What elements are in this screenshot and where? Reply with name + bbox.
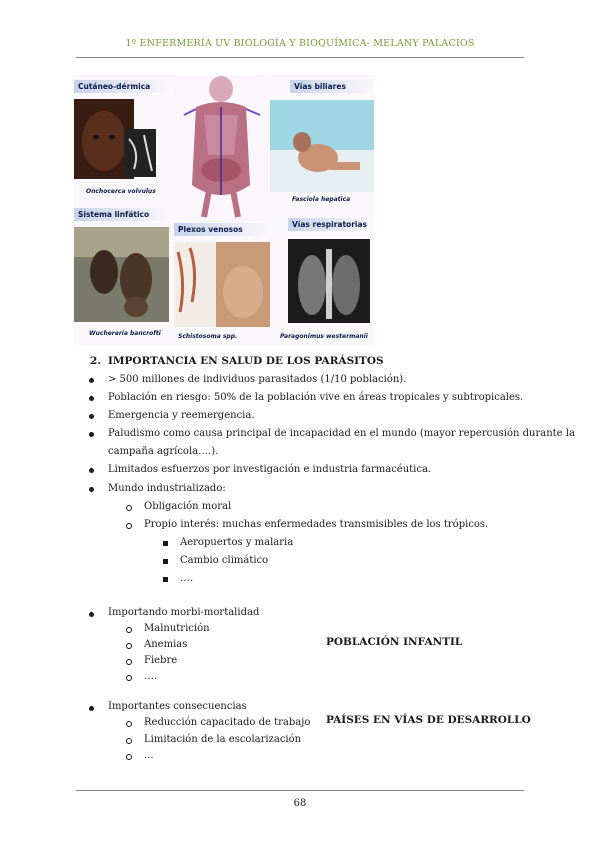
poblacion-infantil-label: POBLACIÓN INFANTIL xyxy=(326,636,463,648)
page-number: 68 xyxy=(293,798,307,809)
panel-cutaneo-dermica xyxy=(74,75,169,205)
bullet-dot xyxy=(89,612,94,617)
chest-xray-photo xyxy=(288,239,370,323)
bullet-dot xyxy=(89,468,94,473)
panel-title: Vías biliares xyxy=(290,80,373,93)
section-number: 2. xyxy=(90,355,101,367)
bullet-dot xyxy=(89,706,94,711)
bullet-item: > 500 millones de individuos parasitados (1/10 población). xyxy=(108,374,407,385)
sub-bullet-item: Obligación moral xyxy=(144,501,232,512)
panel-caption: Fasciola hepatica xyxy=(292,196,351,203)
sub-sub-bullet-item: Cambio climático xyxy=(180,555,269,566)
sub-bullet-circle xyxy=(126,659,132,665)
panel-title: Sistema linfático xyxy=(74,208,169,221)
parasite-locations-figure xyxy=(74,75,374,345)
panel-title: Vías respiratorias xyxy=(288,218,374,231)
page-header: 1º ENFERMERÍA UV BIOLOGÍA Y BIOQUÍMICA- MELANY PALACIOS xyxy=(125,38,475,49)
bullet-item-continuation: campaña agrícola….). xyxy=(108,446,219,457)
panel-caption: Paragonimus westermanii xyxy=(280,333,368,340)
header-divider xyxy=(76,57,524,58)
sub-bullet-item: Reducción capacitado de trabajo xyxy=(144,717,311,728)
patient-bed-photo xyxy=(270,100,374,192)
panel-vias-respiratorias xyxy=(270,215,374,345)
panel-caption: Schistosoma spp. xyxy=(178,333,238,340)
sub-bullet-circle xyxy=(126,523,132,529)
sub-sub-bullet-item: Aeropuertos y malaria xyxy=(180,537,294,548)
bullet-dot xyxy=(89,378,94,383)
sub-bullet-circle xyxy=(126,738,132,744)
sub-bullet-item: Anemias xyxy=(144,639,188,650)
paises-desarrollo-label: PAÍSES EN VÍAS DE DESARROLLO xyxy=(326,714,531,726)
footer-divider xyxy=(76,790,524,791)
bullet-dot xyxy=(89,432,94,437)
sub-sub-bullet-square xyxy=(163,541,168,546)
bullet-dot xyxy=(89,487,94,492)
bullet-item: Limitados esfuerzos por investigación e industria farmacéutica. xyxy=(108,464,432,475)
sub-bullet-item: Limitación de la escolarización xyxy=(144,734,302,745)
panel-sistema-linfatico xyxy=(74,205,169,345)
section-title: IMPORTANCIA EN SALUD DE LOS PARÁSITOS xyxy=(108,355,384,367)
bullet-item: Paludismo como causa principal de incapacidad en el mundo (mayor repercusión durante la xyxy=(108,428,575,439)
schistosoma-photo xyxy=(174,242,270,327)
sub-sub-bullet-square xyxy=(163,577,168,582)
bullet-item: Importando morbi-mortalidad xyxy=(108,607,260,618)
child-face-photo xyxy=(74,99,169,184)
bullet-dot xyxy=(89,414,94,419)
bullet-item: Población en riesgo: 50% de la población vive en áreas tropicales y subtropicales. xyxy=(108,392,524,403)
bullet-item: Mundo industrializado: xyxy=(108,483,226,494)
sub-bullet-circle xyxy=(126,627,132,633)
panel-title: Plexos venosos xyxy=(174,223,270,236)
panel-title: Cutáneo-dérmica xyxy=(74,80,169,93)
bullet-dot xyxy=(89,396,94,401)
sub-bullet-circle xyxy=(126,721,132,727)
panel-caption: Onchocerca volvulus xyxy=(86,188,156,195)
sub-bullet-circle xyxy=(126,505,132,511)
bullet-item: Emergencia y reemergencia. xyxy=(108,410,255,421)
sub-bullet-item: Malnutrición xyxy=(144,623,210,634)
sub-bullet-item: ... xyxy=(144,750,154,761)
sub-sub-bullet-square xyxy=(163,559,168,564)
body-organs-illustration xyxy=(174,75,269,220)
panel-plexos-venosos xyxy=(170,220,270,345)
section-heading xyxy=(90,355,384,367)
panel-caption: Wuchereria bancrofti xyxy=(89,330,161,337)
sub-bullet-circle xyxy=(126,675,132,681)
panel-vias-biliares xyxy=(270,75,374,210)
sub-bullet-circle xyxy=(126,754,132,760)
sub-bullet-circle xyxy=(126,643,132,649)
sub-bullet-item: …. xyxy=(144,671,158,682)
sub-sub-bullet-item: …. xyxy=(180,573,194,584)
lymphatic-patients-photo xyxy=(74,227,169,322)
sub-bullet-item: Propio interés: muchas enfermedades transmisibles de los trópicos. xyxy=(144,519,489,530)
bullet-item: Importantes consecuencias xyxy=(108,701,247,712)
sub-bullet-item: Fiebre xyxy=(144,655,178,666)
